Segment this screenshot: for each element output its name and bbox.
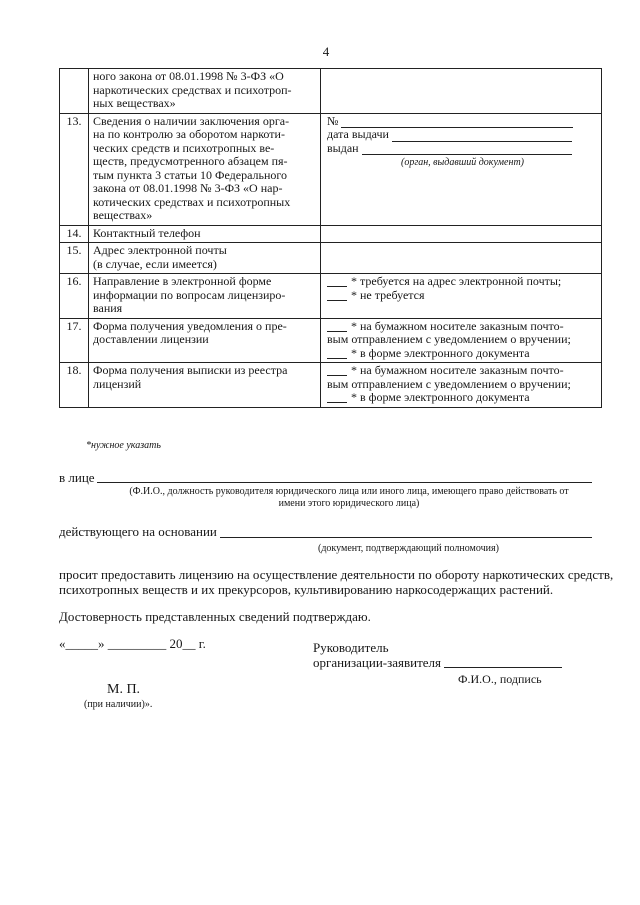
label-line: Форма получения уведомления о пре-	[93, 318, 287, 333]
issue-date-label: дата выдачи	[327, 127, 389, 141]
acting-basis-line[interactable]	[220, 537, 592, 538]
acting-basis-label: действующего на основании	[59, 524, 217, 539]
extract-form-options	[321, 363, 602, 408]
in-person-label: в лице	[59, 470, 95, 485]
label-line: лицензий	[93, 376, 142, 391]
org-label: организации-заявителя	[313, 655, 442, 670]
row-number: 13.	[60, 113, 89, 225]
footnote: *нужное указать	[86, 440, 161, 451]
label-line: Контактный телефон	[93, 225, 201, 240]
request-line: психотропных веществ и их прекурсоров, культивированию наркосодержащих растений.	[59, 582, 554, 597]
row-label	[89, 318, 321, 363]
table-row	[60, 113, 602, 225]
issue-date-blank[interactable]	[392, 130, 572, 142]
label-line: на по контролю за оборотом наркоти-	[93, 127, 285, 141]
signature-line[interactable]	[444, 667, 562, 668]
page-number: 4	[322, 44, 330, 59]
issued-by-blank[interactable]	[362, 143, 572, 155]
label-line: Сведения о наличии заключения орга-	[93, 113, 290, 128]
label-line: доставлении лицензии	[93, 332, 209, 346]
label-line: закона от 08.01.1998 № 3-ФЗ «О нар-	[93, 181, 283, 195]
head-label: Руководитель	[313, 640, 389, 655]
label-line: (в случае, если имеется)	[93, 256, 217, 271]
request-text	[59, 567, 615, 597]
label-line: Форма получения выписки из реестра	[93, 363, 288, 377]
phone-value[interactable]	[321, 225, 602, 243]
request-line: просит предоставить лицензию на осуществление деятельности по обороту наркотических средств,	[59, 567, 614, 582]
label-line: вания	[93, 301, 123, 315]
table-row	[60, 318, 602, 363]
row-label	[89, 363, 321, 408]
label-line: Направление в электронной форме	[93, 274, 272, 288]
table-row	[60, 274, 602, 319]
option-paper[interactable]	[327, 364, 598, 391]
caption-line: (Ф.И.О., должность руководителя юридического лица или иного лица, имеющего право действовать от	[129, 486, 569, 497]
row-number: 17.	[60, 318, 89, 363]
application-form-table	[59, 68, 602, 408]
table-row	[60, 363, 602, 408]
stamp-label: М. П.	[107, 682, 141, 697]
document-number-field[interactable]	[327, 115, 598, 129]
option-text: вым отправлением с уведомлением о вручении;	[327, 332, 571, 346]
label-line: ществ, предусмотренного абзацем пя-	[93, 154, 288, 168]
label-line: информации по вопросам лицензиро-	[93, 287, 286, 302]
notice-form-options	[321, 318, 602, 363]
option-text: * в форме электронного документа	[351, 390, 530, 404]
option-text: * в форме электронного документа	[351, 345, 530, 360]
label-line: котических средствах и психотропных	[93, 194, 291, 209]
in-person-line[interactable]	[97, 482, 592, 483]
row-number: 18.	[60, 363, 89, 408]
table-row	[60, 243, 602, 274]
in-person-caption	[96, 486, 602, 510]
table-row	[60, 69, 602, 114]
label-line: Адрес электронной почты	[93, 243, 227, 257]
stamp-caption: (при наличии)».	[84, 699, 153, 710]
option-text: * на бумажном носителе заказным почто-	[351, 363, 564, 377]
option-electronic[interactable]	[327, 391, 598, 405]
confirm-text: Достоверность представленных сведений подтверждаю.	[59, 609, 371, 624]
option-text: * требуется на адрес электронной почты;	[351, 274, 562, 288]
issued-by-field[interactable]	[327, 142, 598, 156]
label-line: наркотических средствах и психотроп-	[93, 82, 292, 97]
signature-caption: Ф.И.О., подпись	[458, 672, 542, 686]
acting-basis-caption: (документ, подтверждающий полномочия)	[318, 543, 499, 554]
caption-line: имени этого юридического лица)	[278, 498, 420, 509]
row-label	[89, 69, 321, 114]
option-text: * на бумажном носителе заказным почто-	[351, 318, 564, 333]
row-number: 15.	[60, 243, 89, 274]
issue-date-field[interactable]	[327, 128, 598, 142]
option-electronic[interactable]	[327, 347, 598, 361]
label-line: ческих средств и психотропных ве-	[93, 140, 275, 155]
row-value	[321, 69, 602, 114]
option-mark[interactable]	[327, 275, 347, 287]
option-required[interactable]	[327, 275, 598, 289]
row-label	[89, 274, 321, 319]
option-mark[interactable]	[327, 347, 347, 359]
option-not-required[interactable]	[327, 289, 598, 303]
conclusion-details	[321, 113, 602, 225]
row-number: 14.	[60, 225, 89, 243]
table-row	[60, 225, 602, 243]
label-line: ного закона от 08.01.1998 № 3-ФЗ «О	[93, 69, 284, 83]
option-text: вым отправлением с уведомлением о вручении;	[327, 376, 571, 391]
issuer-caption: (орган, выдавший документ)	[400, 157, 524, 168]
application-date[interactable]: «_____» _________ 20__ г.	[59, 636, 206, 651]
option-mark[interactable]	[327, 391, 347, 403]
row-label	[89, 113, 321, 225]
email-value[interactable]	[321, 243, 602, 274]
row-label	[89, 243, 321, 274]
option-mark[interactable]	[327, 320, 347, 332]
info-direction-options	[321, 274, 602, 319]
number-label: №	[327, 113, 339, 128]
option-paper[interactable]	[327, 320, 598, 347]
label-line: веществах»	[93, 208, 153, 222]
label-line: ных веществах»	[93, 96, 176, 110]
option-mark[interactable]	[327, 364, 347, 376]
row-label	[89, 225, 321, 243]
label-line: тым пункта 3 статьи 10 Федерального	[93, 167, 288, 182]
row-number: 16.	[60, 274, 89, 319]
issued-by-label: выдан	[327, 140, 359, 155]
option-mark[interactable]	[327, 289, 347, 301]
row-number	[60, 69, 89, 114]
option-text: * не требуется	[351, 287, 425, 302]
